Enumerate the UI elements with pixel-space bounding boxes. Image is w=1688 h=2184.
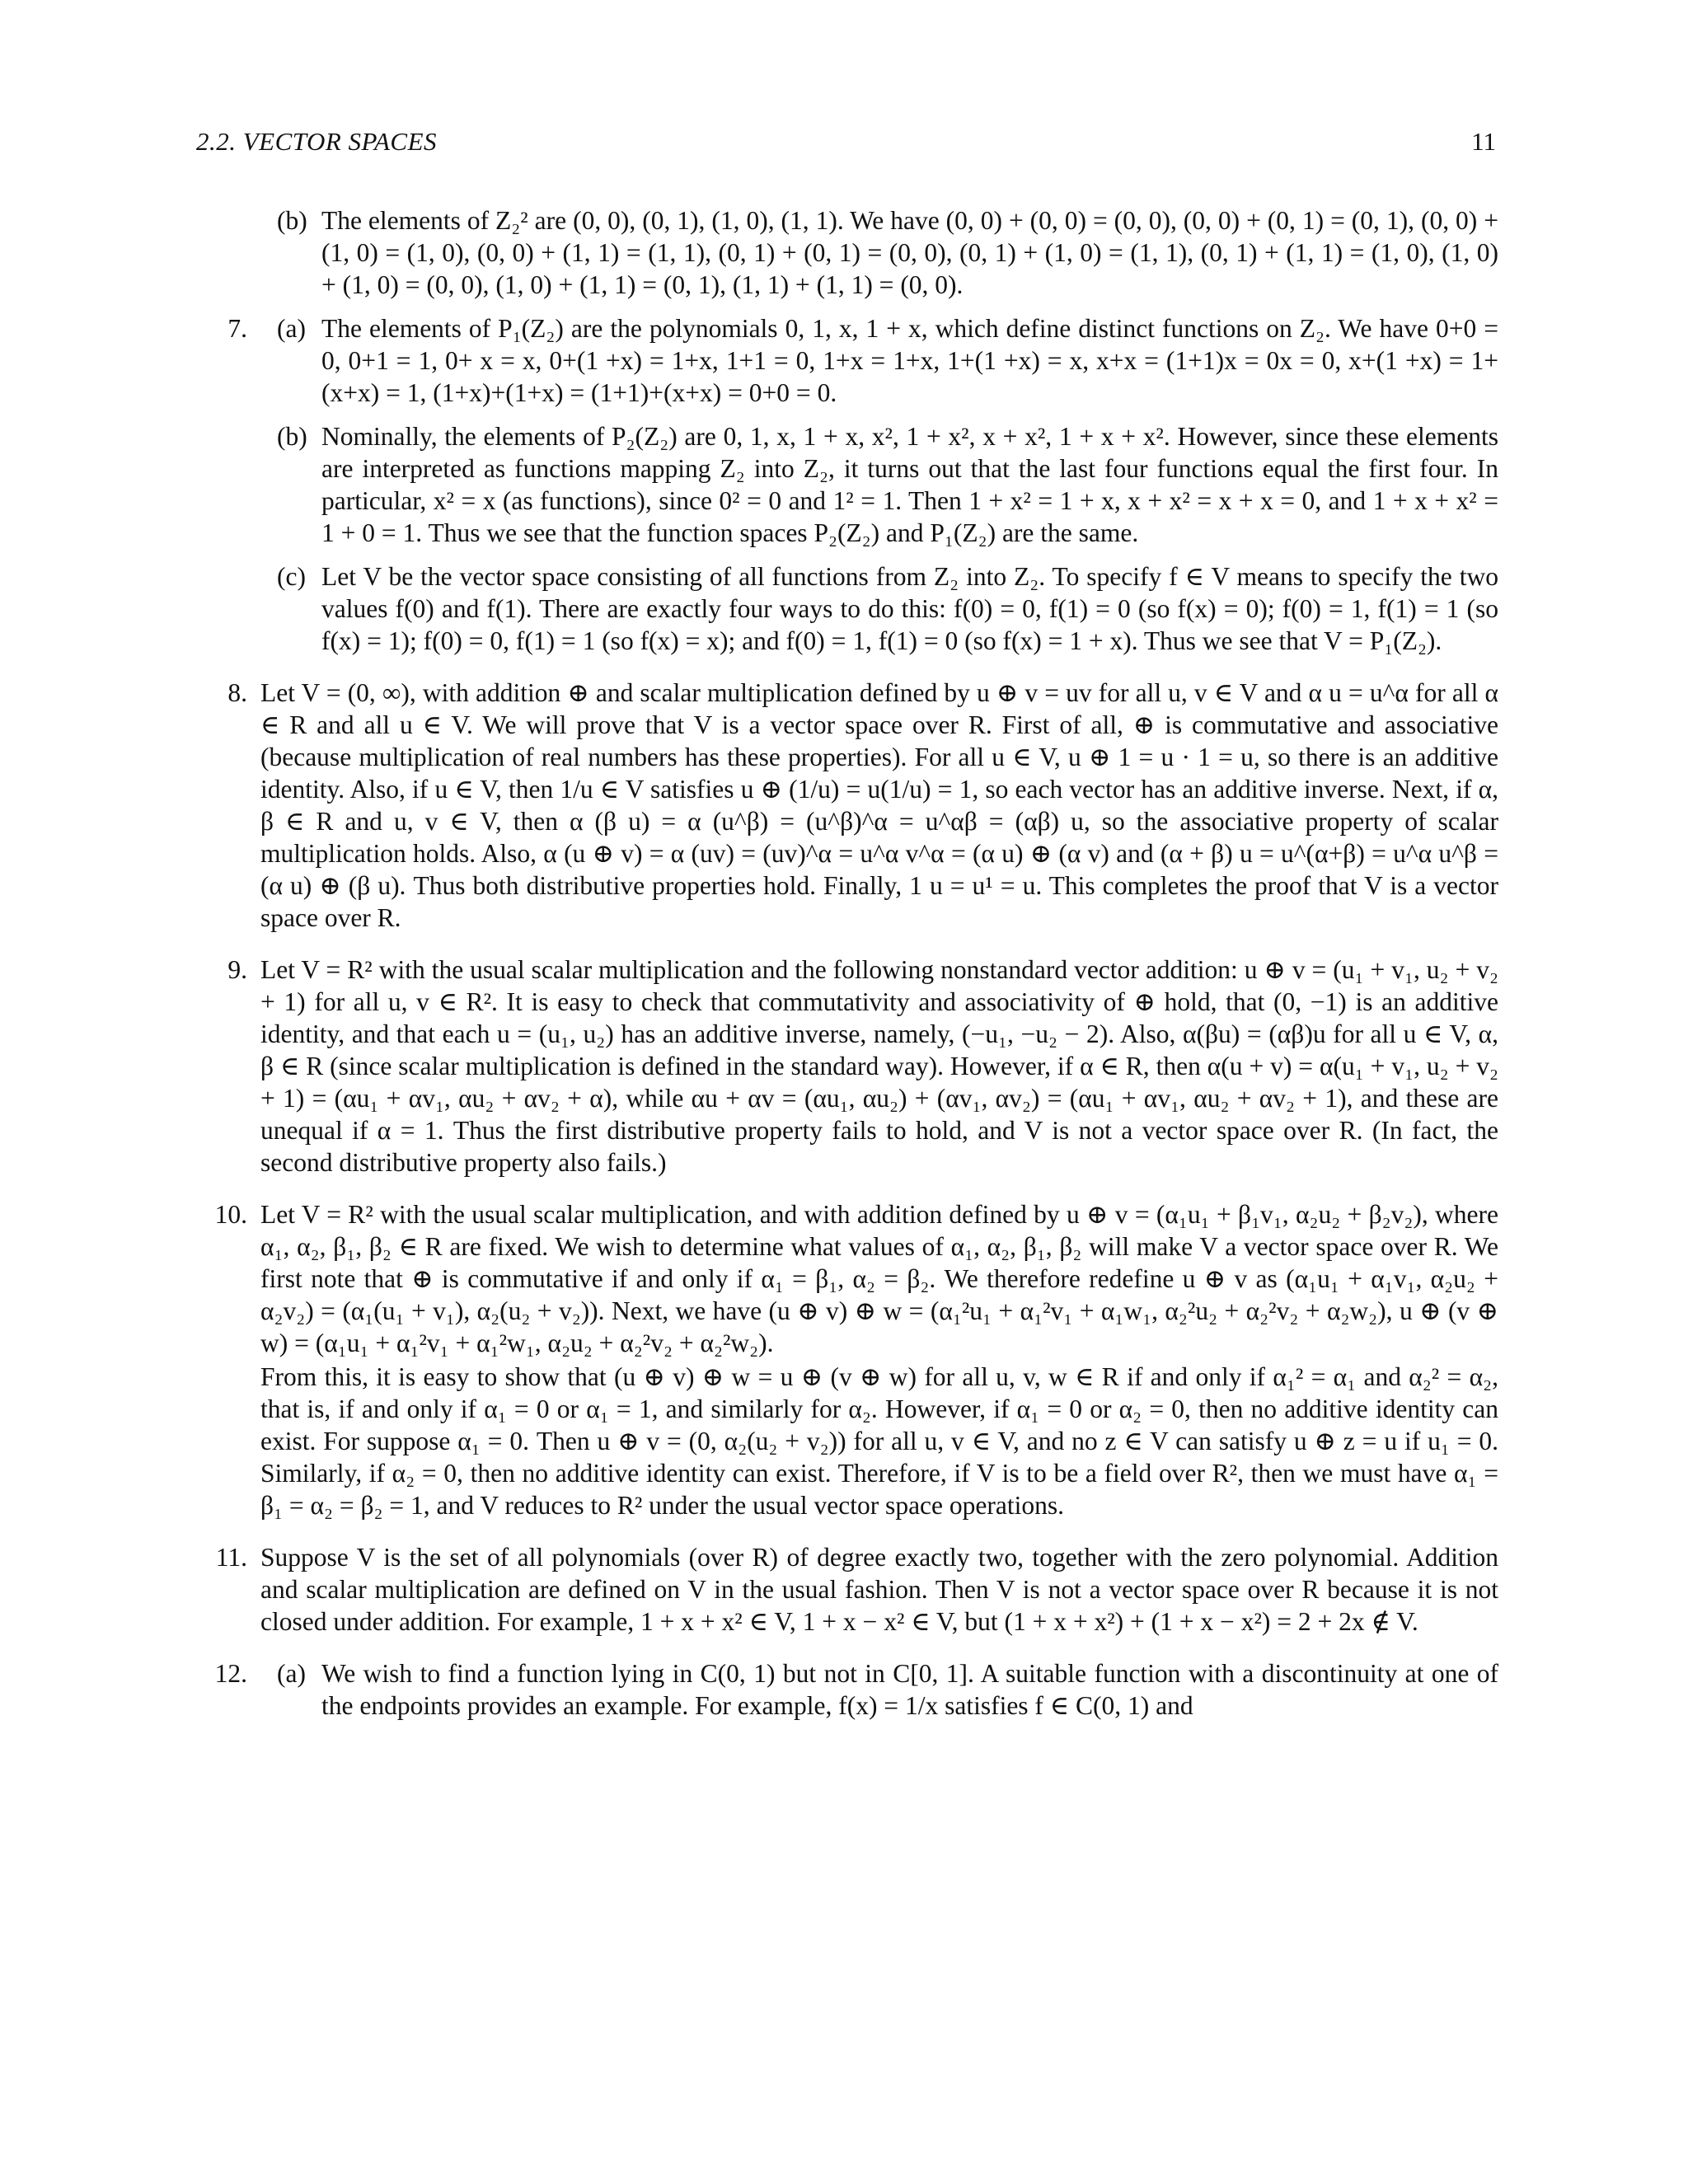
part-text: Nominally, the elements of P₂(Z₂) are 0, 1, x, 1 + x, x², 1 + x², x + x², 1 + x + x². However, since these elements are interpreted as functions mapping Z₂ into Z₂, it turns out that the last four functions equal the first four. In particular, x² = x (as functions), since 0² = 0 and 1² = 1. Then 1 + x² = 1 + x, x + x² = x + x = 0, and 1 + x + x² = 1 + 0 = 1. Thus we see that the function spaces P₂(Z₂) and P₁(Z₂) are the same. [321,422,1498,547]
page-body [196,204,1498,1741]
problem-7-part-c [260,560,1498,657]
problem-number: 9. [227,955,247,984]
section-title: 2.2. VECTOR SPACES [196,127,438,156]
problem-text: Let V = R² with the usual scalar multiplication and the following nonstandard vector addition: u ⊕ v = (u₁ + v₁, u₂ + v₂ + 1) for all u, v ∈ R². It is easy to check that commutativity and associativity of ⊕ hold, that (0, −1) is an additive identity, and that each u = (u₁, u₂) has an additive inverse, namely, (−u₁, −u₂ − 2). Also, α(βu) = (αβ)u for all u ∈ V, α, β ∈ R (since scalar multiplication is defined in the standard way). However, if α ∈ R, then α(u + v) = α(u₁ + v₁, u₂ + v₂ + 1) = (αu₁ + αv₁, αu₂ + αv₂ + α), while αu + αv = (αu₁, αu₂) + (αv₁, αv₂) = (αu₁ + αv₁, αu₂ + αv₂ + 1), and these are unequal if α = 1. Thus the first distributive property fails to hold, and V is not a vector space over R. (In fact, the second distributive property also fails.) [260,955,1498,1177]
problem-number: 8. [227,678,247,707]
part-text: The elements of P₁(Z₂) are the polynomials 0, 1, x, 1 + x, which define distinct functions on Z₂. We have 0+0 = 0, 0+1 = 1, 0+ x = x, 0+(1 +x) = 1+x, 1+1 = 0, 1+x = 1+x, 1+(1 +x) = x, x+x = (1+1)x = 0x = 0, x+(1 +x) = 1+(x+x) = 1, (1+x)+(1+x) = (1+1)+(x+x) = 0+0 = 0. [321,314,1498,407]
problem-11 [196,1541,1498,1638]
problem-text: Suppose V is the set of all polynomials (over R) of degree exactly two, together with the zero polynomial. Addition and scalar multiplication are defined on V in the usual fashion. Then V is not a vector space over R because it is not closed under addition. For example, 1 + x + x² ∈ V, 1 + x − x² ∈ V, but (1 + x + x²) + (1 + x − x²) = 2 + 2x ∉ V. [260,1543,1498,1636]
problem-9 [196,954,1498,1179]
problem-12 [196,1657,1498,1722]
item-label: (b) [277,206,307,235]
problem-number: 7. [227,314,247,343]
part-label: (a) [277,1659,306,1688]
problem-10 [196,1198,1498,1521]
part-label: (b) [277,422,307,451]
item-b-intro [196,204,1498,301]
part-label: (a) [277,314,306,343]
problem-7 [196,312,1498,657]
problem-7-part-a [260,312,1498,409]
running-header [196,127,1496,160]
part-label: (c) [277,562,306,591]
problem-text-continued: From this, it is easy to show that (u ⊕ v) ⊕ w = u ⊕ (v ⊕ w) for all u, v, w ∈ R if and only if α₁² = α₁ and α₂² = α₂, that is, if and only if α₁ = 0 or α₁ = 1, and similarly for α₂. However, if α₁ = 0 or α₂ = 0, then no additive identity can exist. For suppose α₁ = 0. Then u ⊕ v = (0, α₂(u₂ + v₂)) for all u, v ∈ V, and no z ∈ V can satisfy u ⊕ z = u if u₁ = 0. Similarly, if α₂ = 0, then no additive identity can exist. Therefore, if V is to be a field over R², then we must have α₁ = β₁ = α₂ = β₂ = 1, and V reduces to R² under the usual vector space operations. [260,1362,1498,1520]
problem-text: Let V = (0, ∞), with addition ⊕ and scalar multiplication defined by u ⊕ v = uv for all u, v ∈ V and α u = u^α for all α ∈ R and all u ∈ V. We will prove that V is a vector space over R. First of all, ⊕ is commutative and associative (because multiplication of real numbers has these properties). For all u ∈ V, u ⊕ 1 = u · 1 = u, so there is an additive identity. Also, if u ∈ V, then 1/u ∈ V satisfies u ⊕ (1/u) = u(1/u) = 1, so each vector has an additive inverse. Next, if α, β ∈ R and u, v ∈ V, then α (β u) = α (u^β) = (u^β)^α = u^αβ = (αβ) u, so the associative property of scalar multiplication holds. Also, α (u ⊕ v) = α (uv) = (uv)^α = u^α v^α = (α u) ⊕ (α v) and (α + β) u = u^(α+β) = u^α u^β = (α u) ⊕ (β u). Thus both distributive properties hold. Finally, 1 u = u¹ = u. This completes the proof that V is a vector space over R. [260,678,1498,932]
problem-number: 11. [215,1543,247,1572]
problem-8 [196,677,1498,934]
problem-number: 10. [214,1200,247,1229]
problem-7-part-b [260,420,1498,549]
problem-number: 12. [214,1659,247,1688]
item-text: The elements of Z₂² are (0, 0), (0, 1), (1, 0), (1, 1). We have (0, 0) + (0, 0) = (0, 0), (0, 0) + (0, 1) = (0, 1), (0, 0) + (1, 0) = (1, 0), (0, 0) + (1, 1) = (1, 1), (0, 1) + (0, 1) = (0, 0), (0, 1) + (1, 0) = (1, 1), (0, 1) + (1, 1) = (1, 0), (1, 0) + (1, 0) = (0, 0), (1, 0) + (1, 1) = (0, 1), (1, 1) + (1, 1) = (0, 0). [321,206,1498,299]
part-text: Let V be the vector space consisting of all functions from Z₂ into Z₂. To specify f ∈ V means to specify the two values f(0) and f(1). There are exactly four ways to do this: f(0) = 0, f(1) = 0 (so f(x) = 0); f(0) = 1, f(1) = 1 (so f(x) = 1); f(0) = 0, f(1) = 1 (so f(x) = x); and f(0) = 1, f(1) = 0 (so f(x) = 1 + x). Thus we see that V = P₁(Z₂). [321,562,1498,655]
problem-12-part-a [260,1657,1498,1722]
part-text: We wish to find a function lying in C(0, 1) but not in C[0, 1]. A suitable function with a discontinuity at one of the endpoints provides an example. For example, f(x) = 1/x satisfies f ∈ C(0, 1) and [321,1659,1498,1720]
problem-text: Let V = R² with the usual scalar multiplication, and with addition defined by u ⊕ v = (α₁u₁ + β₁v₁, α₂u₂ + β₂v₂), where α₁, α₂, β₁, β₂ ∈ R are fixed. We wish to determine what values of α₁, α₂, β₁, β₂ will make V a vector space over R. We first note that ⊕ is commutative if and only if α₁ = β₁, α₂ = β₂. We therefore redefine u ⊕ v as (α₁u₁ + α₁v₁, α₂u₂ + α₂v₂) = (α₁(u₁ + v₁), α₂(u₂ + v₂)). Next, we have (u ⊕ v) ⊕ w = (α₁²u₁ + α₁²v₁ + α₁w₁, α₂²u₂ + α₂²v₂ + α₂w₂), u ⊕ (v ⊕ w) = (α₁u₁ + α₁²v₁ + α₁²w₁, α₂u₂ + α₂²v₂ + α₂²w₂). [260,1200,1498,1357]
page-number: 11 [1471,127,1496,156]
